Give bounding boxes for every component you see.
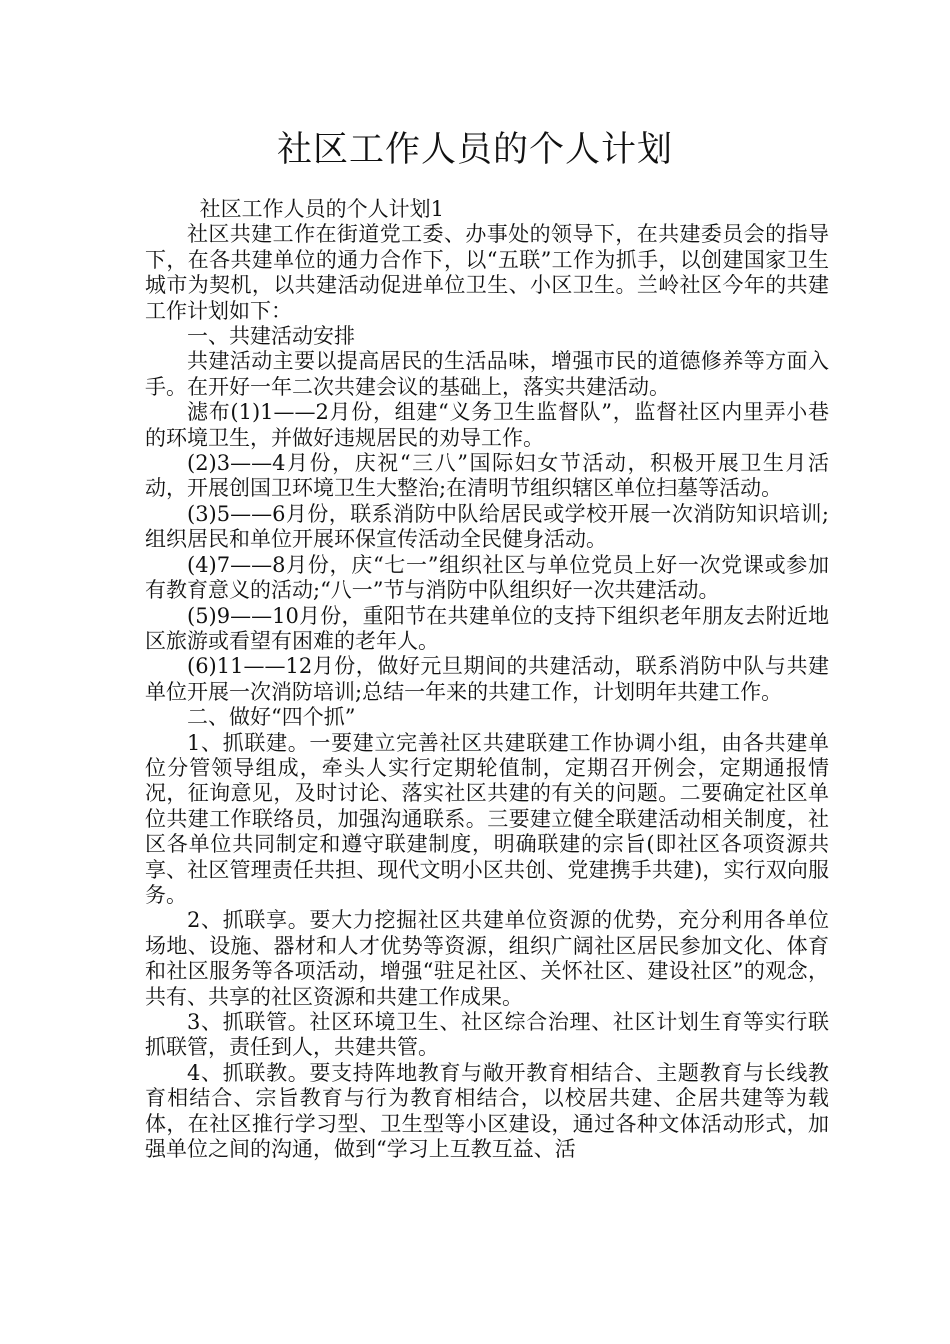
point-4-paragraph: 4、抓联教。要支持阵地教育与敞开教育相结合、主题教育与长线教育相结合、宗旨教育与行为教育相结合，以校居共建、企居共建等为载体，在社区推行学习型、卫生型等小区建设，通过各种文体活动形式，加强单位之间的沟通，做到“学习上互教互益、活	[145, 1060, 829, 1162]
document-body	[145, 197, 829, 1162]
point-2-paragraph: 2、抓联享。要大力挖掘社区共建单位资源的优势，充分利用各单位场地、设施、器材和人才优势等资源，组织广阔社区居民参加文化、体育和社区服务等各项活动，增强“驻足社区、关怀社区、建设社区”的观念，共有、共享的社区资源和共建工作成果。	[145, 908, 829, 1009]
plan-subtitle: 社区工作人员的个人计划1	[199, 197, 444, 221]
activity-item-1: 滤布(1)1——2月份，组建“义务卫生监督队”，监督社区内里弄小巷的环境卫生，并做好违规居民的劝导工作。	[145, 400, 829, 450]
point-1-paragraph: 1、抓联建。一要建立完善社区共建联建工作协调小组，由各共建单位分管领导组成，牵头人实行定期轮值制，定期召开例会，定期通报情况，征询意见，及时讨论、落实社区共建的有关的问题。二要确定社区单位共建工作联络员，加强沟通联系。三要建立健全联建活动相关制度，社区各单位共同制定和遵守联建制度，明确联建的宗旨(即社区各项资源共享、社区管理责任共担、现代文明小区共创、党建携手共建)，实行双向服务。	[145, 730, 829, 907]
point-3-paragraph: 3、抓联管。社区环境卫生、社区综合治理、社区计划生育等实行联抓联管，责任到人，共建共管。	[145, 1010, 829, 1060]
activity-item-2: (2)3——4月份，庆祝“三八”国际妇女节活动，积极开展卫生月活动，开展创国卫环境卫生大整治;在清明节组织辖区单位扫墓等活动。	[145, 451, 829, 501]
activity-item-6: (6)11——12月份，做好元旦期间的共建活动，联系消防中队与共建单位开展一次消防培训;总结一年来的共建工作，计划明年共建工作。	[145, 654, 829, 704]
activity-item-3: (3)5——6月份，联系消防中队给居民或学校开展一次消防知识培训;组织居民和单位开展环保宣传活动全民健身活动。	[145, 501, 829, 552]
section-heading-1: 一、共建活动安排	[187, 324, 355, 349]
document-title: 社区工作人员的个人计划	[276, 130, 673, 170]
activity-item-5: (5)9——10月份，重阳节在共建单位的支持下组织老年朋友去附近地区旅游或看望有困难的老年人。	[145, 603, 829, 653]
activity-overview-paragraph: 共建活动主要以提高居民的生活品味，增强市民的道德修养等方面入手。在开好一年二次共建会议的基础上，落实共建活动。	[145, 349, 829, 399]
intro-paragraph: 社区共建工作在街道党工委、办事处的领导下，在共建委员会的指导下，在各共建单位的通力合作下，以“五联”工作为抓手，以创建国家卫生城市为契机，以共建活动促进单位卫生、小区卫生。兰岭社区今年的共建工作计划如下：	[145, 222, 829, 323]
activity-item-4: (4)7——8月份，庆“七一”组织社区与单位党员上好一次党课或参加有教育意义的活动;“八一”节与消防中队组织好一次共建活动。	[145, 552, 829, 603]
section-heading-2: 二、做好“四个抓”	[187, 705, 356, 730]
